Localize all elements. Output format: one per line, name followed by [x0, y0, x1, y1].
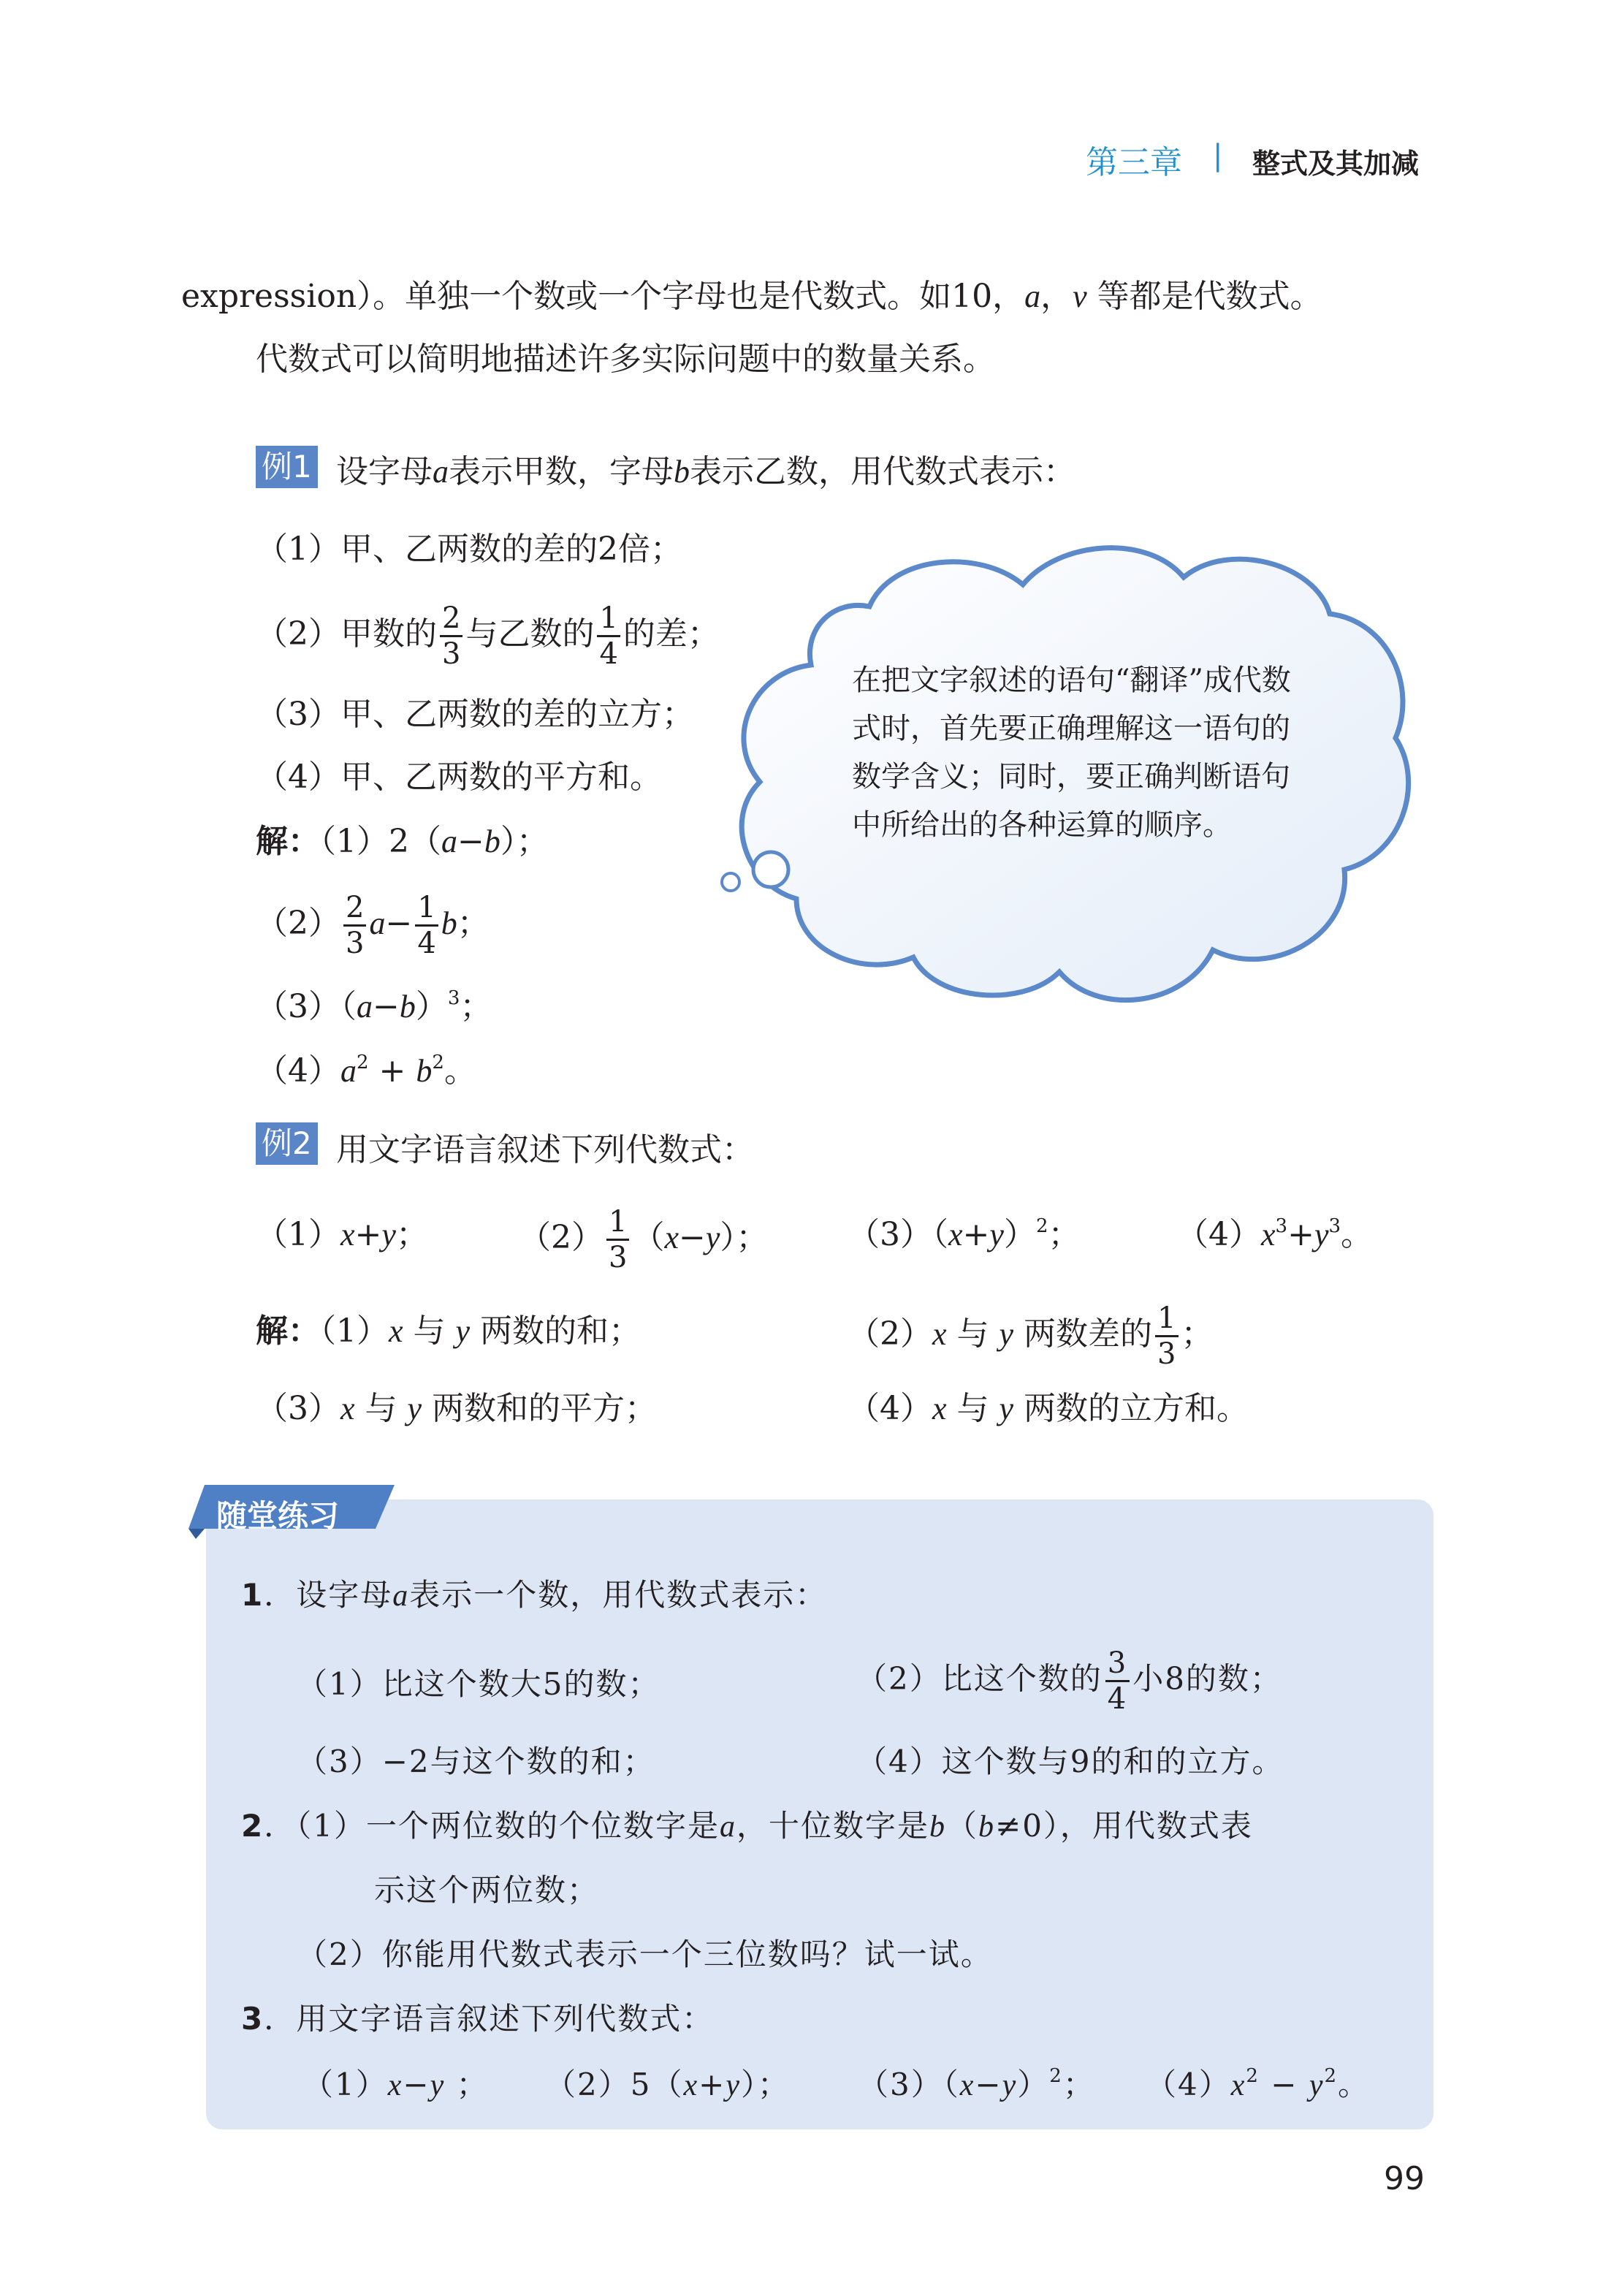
example-1-solution-1: 解：（1）2（a−b）；	[256, 823, 549, 860]
example-2-answer-4: （4）x 与 y 两数的立方和。	[848, 1390, 1249, 1427]
chapter-label: 第三章	[1086, 144, 1182, 181]
example-1-question-2: （2）甲数的 $\frac{2}{3}$ 与乙数的 $\frac{1}{4}$ 的差；	[256, 601, 720, 671]
practice-title: 随堂练习	[216, 1498, 340, 1534]
practice-item-2-1: 2．（1）一个两位数的个位数字是a，十位数字是b（b≠0），用代数式表	[241, 1808, 1253, 1844]
practice-item-2-2: （2）你能用代数式表示一个三位数吗？试一试。	[297, 1936, 993, 1972]
practice-item-3: 3．用文字语言叙述下列代数式：	[241, 2001, 715, 2037]
example-2-answer-3: （3）x 与 y 两数和的平方；	[256, 1390, 658, 1427]
page-number: 99	[1384, 2160, 1425, 2197]
example-2-expr-3: $(3)(x+y)^2$；	[848, 1215, 1081, 1253]
example-1-solution-3: $(3)(a-b)^3$；	[256, 987, 492, 1025]
example-1-badge: 例1	[256, 446, 318, 488]
example-1-question-3: （3）甲、乙两数的差的立方；	[256, 696, 694, 733]
example-2-expr-4: $(4)x^3+y^3$。	[1176, 1215, 1374, 1253]
chapter-title: 整式及其加减	[1252, 148, 1420, 180]
practice-item-3-3: $(3)(x-y)^2$；	[858, 2065, 1095, 2102]
example-1-prompt: 设字母a表示甲数，字母b表示乙数，用代数式表示：	[336, 453, 1075, 490]
example-2-prompt: 用文字语言叙述下列代数式：	[336, 1131, 754, 1168]
practice-item-1-2: （2）比这个数的 $\frac{3}{4}$ 小8的数；	[856, 1646, 1282, 1716]
practice-item-1-1: （1）比这个数大5的数；	[297, 1666, 660, 1702]
example-2-expr-2: （2） $\frac{1}{3}$ （x−y）；	[519, 1205, 769, 1274]
fraction-two-thirds: $\frac{2}{3}$	[440, 604, 462, 669]
intro-line-2: 代数式可以简明地描述许多实际问题中的数量关系。	[256, 341, 995, 378]
example-2-answer-2: （2）x 与 y 两数差的 $\frac{1}{3}$ ；	[848, 1301, 1214, 1371]
practice-item-1: 1．设字母a表示一个数，用代数式表示：	[241, 1577, 828, 1613]
intro-line-1: expression）。单独一个数或一个字母也是代数式。如10，a，v 等都是代数式。	[181, 278, 1322, 315]
fraction-one-quarter: $\frac{1}{4}$	[597, 604, 620, 669]
example-2-badge: 例2	[256, 1122, 318, 1165]
example-1-solution-2: （2） $\frac{2}{3}$ a− $\frac{1}{4}$ b；	[256, 891, 490, 960]
example-2-answer-1: 解：（1）x 与 y 两数的和；	[256, 1312, 641, 1350]
example-1-question-1: （1）甲、乙两数的差的2倍；	[256, 531, 682, 568]
example-2-expr-1: （1）x+y；	[256, 1216, 428, 1253]
practice-item-3-4: $(4)x^2 - y^2$。	[1146, 2065, 1371, 2102]
practice-item-1-3: （3）−2与这个数的和；	[297, 1744, 655, 1779]
chapter-separator: |	[1213, 139, 1223, 172]
example-1-question-4: （4）甲、乙两数的平方和。	[256, 759, 662, 796]
practice-item-2-1-cont: 示这个两位数；	[374, 1872, 600, 1908]
practice-item-3-1: （1）x−y ；	[302, 2067, 489, 2102]
practice-item-1-4: （4）这个数与9的和的立方。	[856, 1744, 1284, 1779]
cloud-tip-text: 在把文字叙述的语句“翻译”成代数式时，首先要正确理解这一语句的数学含义；同时，要正确判断语句中所给出的各种运算的顺序。	[852, 664, 1291, 842]
example-1-solution-4: $(4)a^2 + b^2$。	[256, 1052, 476, 1090]
practice-item-3-2: （2）5（x+y）；	[545, 2067, 790, 2102]
